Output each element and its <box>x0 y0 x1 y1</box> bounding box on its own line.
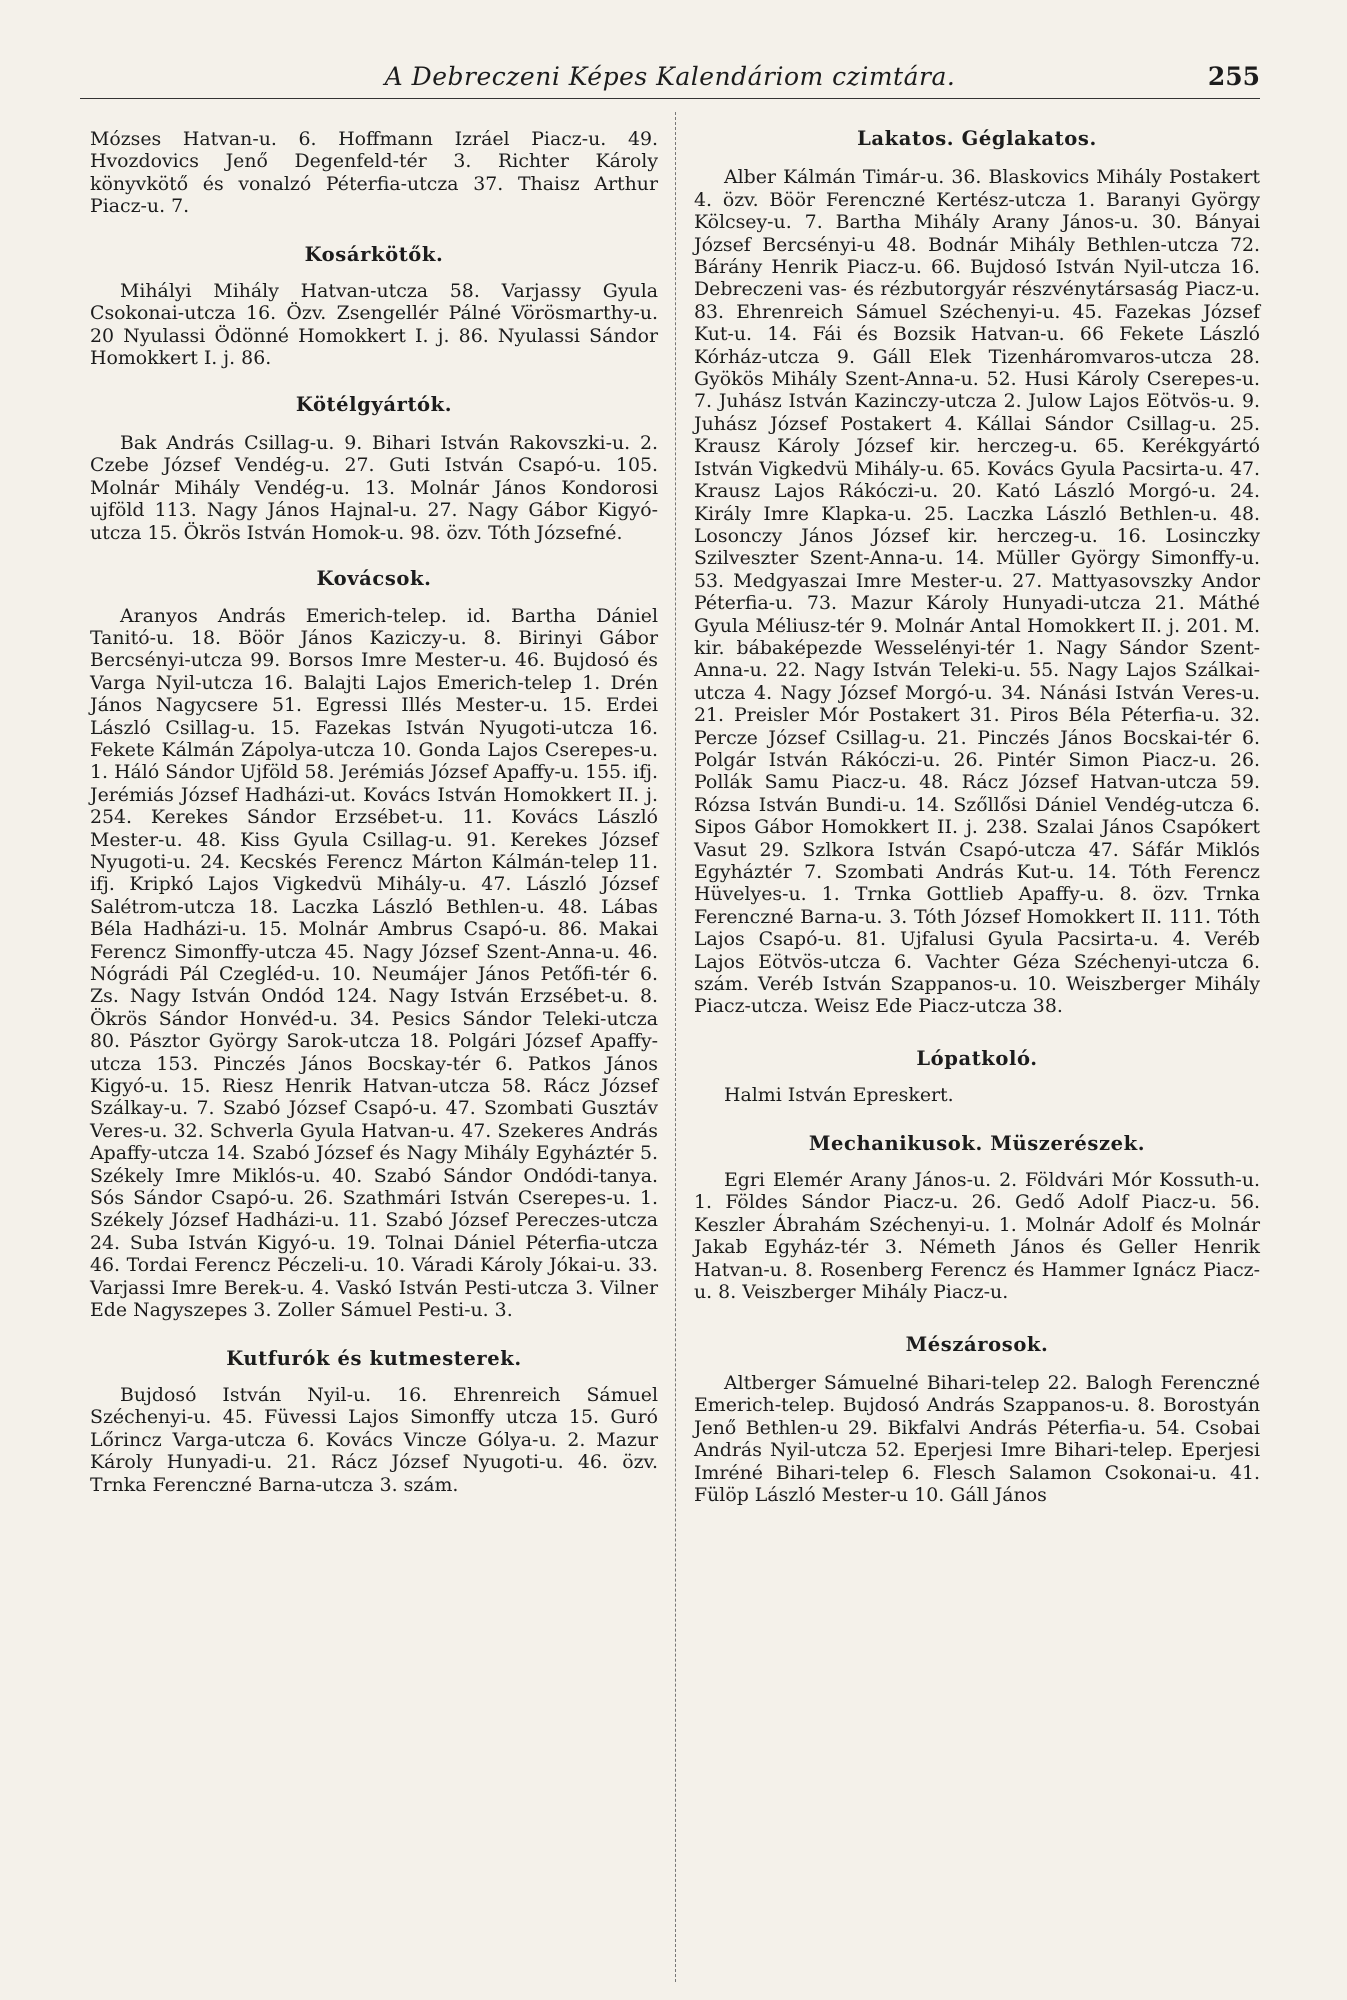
section-lopatkolo <box>694 1048 1260 1107</box>
section-kovacsok <box>90 568 658 1321</box>
section-text: Bujdosó István Nyil-u. 16. Ehrenreich Sámuel Széchenyi-u. 45. Füvessi Lajos Simonffy utcza 15. Guró Lőrincz Varga-utcza 6. Kovács Vincze Gólya-u. 2. Mazur Károly Hunyadi-u. 21. Rácz József Nyugoti-u. 46. özv. Trnka Ferenczné Barna-utcza 3. szám. <box>90 1383 658 1496</box>
section-heading: Kutfurók és kutmesterek. <box>226 1346 522 1370</box>
section-meszarosok <box>694 1334 1260 1507</box>
section-heading: Kötélgyártók. <box>295 392 453 416</box>
left-column <box>90 128 658 1496</box>
section-text: Alber Kálmán Timár-u. 36. Blaskovics Mihály Postakert 4. özv. Böör Ferenczné Kertész-utcza 1. Baranyi György Kölcsey-u. 7. Bartha Mihály Arany János-u. 30. Bányai József Bercsényi-u 48. Bodnár Mihály Bethlen-utcza 72. Bárány Henrik Piacz-u. 66. Bujdosó István Nyil-utcza 16. Debreczeni vas- és rézbutorgyár részvénytársaság Piacz-u. 83. Ehrenreich Sámuel Széchenyi-u. 45. Fazekas József Kut-u. 14. Fái és Bozsik Hatvan-u. 66 Fekete László Kórház-utcza 9. Gáll Elek Tizenháromvaros-utcza 28. Gyökös Mihály Szent-Anna-u. 52. Husi Károly Cserepes-u. 7. Juhász István Kazinczy-utcza 2. Julow Lajos Eötvös-u. 9. Juhász József Postakert 4. Kállai Sándor Csillag-u. 25. Krausz Károly József kir. herczeg-u. 65. Kerékgyártó István Vigkedvü Mihály-u. 65. Kovács Gyula Pacsirta-u. 47. Krausz Lajos Rákóczi-u. 20. Kató László Morgó-u. 24. Király Imre Klapka-u. 25. Laczka László Bethlen-u. 48. Losonczy János József kir. herczeg-u. 16. Losinczky Szilveszter Szent-Anna-u. 14. Müller György Simonffy-u. 53. Medgyaszai Imre Mester-u. 27. Mattyasovszky Andor Péterfia-u. 73. Mazur Károly Hunyadi-utcza 21. Máthé Gyula Méliusz-tér 9. Molnár Antal Homokkert II. j. 201. M. kir. bábaképezde Wesselényi-tér 1. Nagy Sándor Szent-Anna-u. 22. Nagy István Teleki-u. 55. Nagy Lajos Szálkai-utcza 4. Nagy József Morgó-u. 34. Nánási István Veres-u. 21. Preisler Mór Postakert 31. Piros Béla Péterfia-u. 32. Percze József Csillag-u. 21. Pinczés János Bocskai-tér 6. Polgár István Rákóczi-u. 26. Pintér Simon Piacz-u. 26. Pollák Samu Piacz-u. 48. Rácz József Hatvan-utcza 59. Rózsa István Bundi-u. 14. Szőllősi Dániel Vendég-utcza 6. Sipos Gábor Homokkert II. j. 238. Szalai János Csapókert Vasut 29. Szlkora István Csapó-utcza 47. Sáfár Miklós Egyháztér 7. Szombati András Kut-u. 14. Tóth Ferencz Hüvelyes-u. 1. Trnka Gottlieb Apaffy-u. 8. özv. Trnka Ferenczné Barna-u. 3. Tóth József Homokkert II. 111. Tóth Lajos Csapó-u. 81. Ujfalusi Gyula Pacsirta-u. 4. Veréb Lajos Eötvös-utcza 6. Vachter Géza Széchenyi-utcza 6. szám. Veréb István Szappanos-u. 10. Weiszberger Mihály Piacz-utcza. Weisz Ede Piacz-utcza 38. <box>694 166 1260 1018</box>
section-continuation <box>90 128 658 218</box>
continuation-text: Mózses Hatvan-u. 6. Hoffmann Izráel Piacz-u. 49. Hvozdovics Jenő Degenfeld-tér 3. Richter Károly könyvkötő és vonalzó Péterfia-utcza 37. Thaisz Arthur Piacz-u. 7. <box>90 128 658 218</box>
section-text: Bak András Csillag-u. 9. Bihari István Rakovszki-u. 2. Czebe József Vendég-u. 27. Guti István Csapó-u. 105. Molnár Mihály Vendég-u. 13. Molnár János Kondorosi ujföld 113. Nagy János Hajnal-u. 27. Nagy Gábor Kigyó-utcza 15. Ökrös István Homok-u. 98. özv. Tóth Józsefné. <box>90 432 658 544</box>
section-kotelgyartok <box>90 394 658 544</box>
section-kutfurok <box>90 1348 658 1496</box>
section-text: Egri Elemér Arany János-u. 2. Földvári Mór Kossuth-u. 1. Földes Sándor Piacz-u. 26. Gedő Adolf Piacz-u. 56. Keszler Ábrahám Széchenyi-u. 1. Molnár Adolf és Molnár Jakab Egyház-tér 3. Németh János és Geller Henrik Hatvan-u. 8. Rosenberg Ferencz és Hammer Ignácz Piacz-u. 8. Veiszberger Mihály Piacz-u. <box>694 1169 1260 1304</box>
running-title: A Debreczeni Képes Kalendáriom czimtára. <box>384 62 956 91</box>
section-text: Altberger Sámuelné Bihari-telep 22. Balogh Ferenczné Emerich-telep. Bujdosó András Szappanos-u. 8. Borostyán Jenő Bethlen-u 29. Bikfalvi András Péterfia-u. 54. Csobai András Nyil-utcza 52. Eperjesi Imre Bihari-telep. Eperjesi Imréné Bihari-telep 6. Flesch Salamon Csokonai-u. 41. Fülöp László Mester-u 10. Gáll János <box>694 1371 1260 1506</box>
section-heading: Mechanikusok. Müszerészek. <box>808 1131 1146 1155</box>
section-heading: Lópatkoló. <box>916 1046 1038 1070</box>
right-column <box>694 128 1260 1506</box>
section-text: Halmi István Epreskert. <box>724 1084 954 1107</box>
section-text: Mihályi Mihály Hatvan-utcza 58. Varjassy Gyula Csokonai-utcza 16. Özv. Zsengellér Pálné Vörösmarthy-u. 20 Nyulassi Ödönné Homokkert I. j. 86. Nyulassi Sándor Homokkert I. j. 86. <box>90 280 658 370</box>
section-text: Aranyos András Emerich-telep. id. Bartha Dániel Tanitó-u. 18. Böör János Kaziczy-u. 8. Birinyi Gábor Bercsényi-utcza 99. Borsos Imre Mester-u. 46. Bujdosó és Varga Nyil-utcza 16. Balajti Lajos Emerich-telep 1. Drén János Nagycsere 51. Egressi Illés Mester-u. 15. Erdei László Csillag-u. 15. Fazekas István Nyugoti-utcza 16. Fekete Kálmán Zápolya-utcza 10. Gonda Lajos Cserepes-u. 1. Háló Sándor Ujföld 58. Jerémiás József Apaffy-u. 155. ifj. Jerémiás József Hadházi-ut. Kovács István Homokkert II. j. 254. Kerekes Sándor Erzsébet-u. 11. Kovács László Mester-u. 48. Kiss Gyula Csillag-u. 91. Kerekes József Nyugoti-u. 24. Kecskés Ferencz Márton Kálmán-telep 11. ifj. Kripkó Lajos Vigkedvü Mihály-u. 47. László József Salétrom-utcza 18. Laczka László Bethlen-u. 48. Lábas Béla Hadházi-u. 15. Molnár Ambrus Csapó-u. 86. Makai Ferencz Simonffy-utcza 45. Nagy József Szent-Anna-u. 46. Nógrádi Pál Czegléd-u. 10. Neumájer János Petőfi-tér 6. Zs. Nagy István Ondód 124. Nagy István Erzsébet-u. 8. Ökrös Sándor Honvéd-u. 34. Pesics Sándor Teleki-utcza 80. Pásztor György Sarok-utcza 18. Polgári József Apaffy-utcza 153. Pinczés János Bocskay-tér 6. Patkos János Kigyó-u. 15. Riesz Henrik Hatvan-utcza 58. Rácz József Szálkay-u. 7. Szabó József Csapó-u. 47. Szombati Gusztáv Veres-u. 32. Schverla Gyula Hatvan-u. 47. Szekeres András Apaffy-utcza 14. Szabó József és Nagy Mihály Egyháztér 5. Székely Imre Miklós-u. 40. Szabó Sándor Ondódi-tanya. Sós Sándor Csapó-u. 26. Szathmári István Cserepes-u. 1. Székely József Hadházi-u. 11. Szabó József Pereczes-utcza 24. Suba István Kigyó-u. 19. Tolnai Dániel Péterfia-utcza 46. Tordai Ferencz Péczeli-u. 10. Váradi Károly Jókai-u. 33. Varjassi Imre Berek-u. 4. Vaskó István Pesti-utcza 3. Vilner Ede Nagyszepes 3. Zoller Sámuel Pesti-u. 3. <box>90 604 658 1322</box>
section-mechanikusok <box>694 1133 1260 1304</box>
page-number: 255 <box>1207 62 1260 91</box>
section-lakatos <box>694 128 1260 1018</box>
section-kosarkotok <box>90 244 658 370</box>
section-heading: Mészárosok. <box>905 1332 1049 1356</box>
column-divider <box>675 112 676 1982</box>
section-heading: Kovácsok. <box>316 567 432 591</box>
section-heading: Kosárkötők. <box>304 242 444 266</box>
running-header <box>80 58 1260 99</box>
section-heading: Lakatos. Géglakatos. <box>857 127 1097 150</box>
